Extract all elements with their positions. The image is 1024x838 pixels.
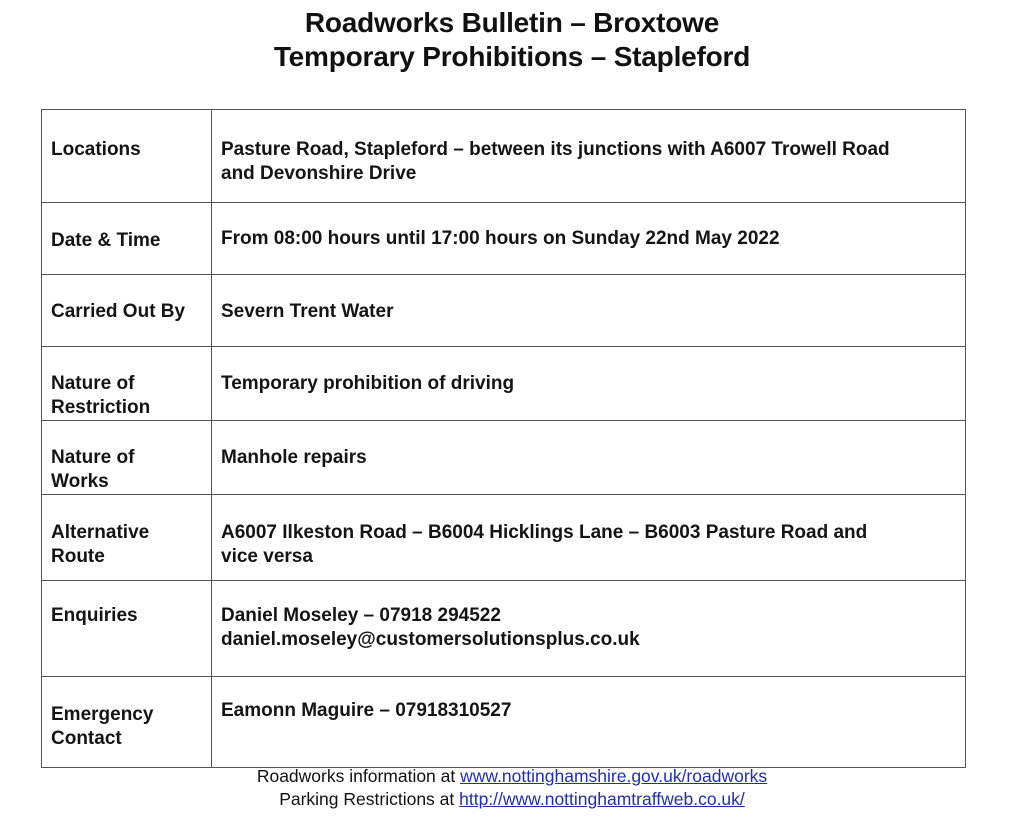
row-value — [212, 421, 966, 495]
label-text: Nature of — [51, 447, 135, 468]
roadworks-info-prefix: Roadworks information at — [256, 766, 461, 786]
value-text: A6007 Ilkeston Road – B6004 Hicklings Lane – B6003 Pasture Road and — [221, 522, 868, 543]
label-text: Restriction — [51, 397, 151, 418]
row-label — [42, 347, 212, 421]
table-row-emergency-contact — [42, 677, 966, 768]
label-text: Contact — [51, 728, 122, 749]
row-label — [42, 677, 212, 768]
page-title: Roadworks Bulletin – Broxtowe — [304, 7, 720, 38]
row-label — [42, 275, 212, 347]
contact-name-phone: Daniel Moseley – 07918 294522 — [221, 605, 501, 626]
bulletin-header — [0, 6, 1024, 74]
label-text: Nature of — [51, 373, 135, 394]
table-row-nature-of-works — [42, 421, 966, 495]
value-text: Temporary prohibition of driving — [221, 373, 515, 394]
table-row-date-time — [42, 203, 966, 275]
table-row-carried-out-by — [42, 275, 966, 347]
label-text: Date & Time — [51, 230, 161, 251]
label-text: Route — [51, 546, 105, 567]
table-row-enquiries — [42, 581, 966, 677]
page-subtitle: Temporary Prohibitions – Stapleford — [273, 41, 751, 72]
roadworks-info-link[interactable]: www.nottinghamshire.gov.uk/roadworks — [460, 766, 768, 786]
parking-restrictions-prefix: Parking Restrictions at — [279, 789, 460, 809]
label-text: Locations — [51, 139, 141, 160]
table-row-locations — [42, 110, 966, 203]
parking-restrictions-link[interactable]: http://www.nottinghamtraffweb.co.uk/ — [459, 789, 745, 809]
contact-email[interactable]: daniel.moseley@customersolutionsplus.co.uk — [221, 629, 640, 650]
row-value — [212, 495, 966, 581]
bulletin-footer — [0, 765, 1024, 811]
parking-restrictions-line — [0, 788, 1024, 811]
row-label — [42, 581, 212, 677]
roadworks-info-line — [0, 765, 1024, 788]
label-text: Emergency — [51, 704, 154, 725]
table-row-alternative-route — [42, 495, 966, 581]
value-text: From 08:00 hours until 17:00 hours on Sunday 22nd May 2022 — [221, 228, 780, 249]
label-text: Carried Out By — [51, 301, 186, 322]
row-label — [42, 421, 212, 495]
value-text: and Devonshire Drive — [221, 163, 417, 184]
row-label — [42, 203, 212, 275]
row-value — [212, 347, 966, 421]
value-text: Pasture Road, Stapleford – between its junctions with A6007 Trowell Road — [221, 139, 890, 160]
value-text: Severn Trent Water — [221, 301, 394, 322]
row-value — [212, 110, 966, 203]
row-value — [212, 203, 966, 275]
row-value — [212, 275, 966, 347]
value-text: Manhole repairs — [221, 447, 367, 468]
row-value — [212, 581, 966, 677]
roadworks-details-table — [41, 109, 966, 768]
value-text: vice versa — [221, 546, 313, 567]
table-row-nature-of-restriction — [42, 347, 966, 421]
label-text: Enquiries — [51, 605, 138, 626]
label-text: Alternative — [51, 522, 150, 543]
row-value — [212, 677, 966, 768]
label-text: Works — [51, 471, 109, 492]
row-label — [42, 495, 212, 581]
value-text: Eamonn Maguire – 07918310527 — [221, 700, 512, 721]
row-label — [42, 110, 212, 203]
